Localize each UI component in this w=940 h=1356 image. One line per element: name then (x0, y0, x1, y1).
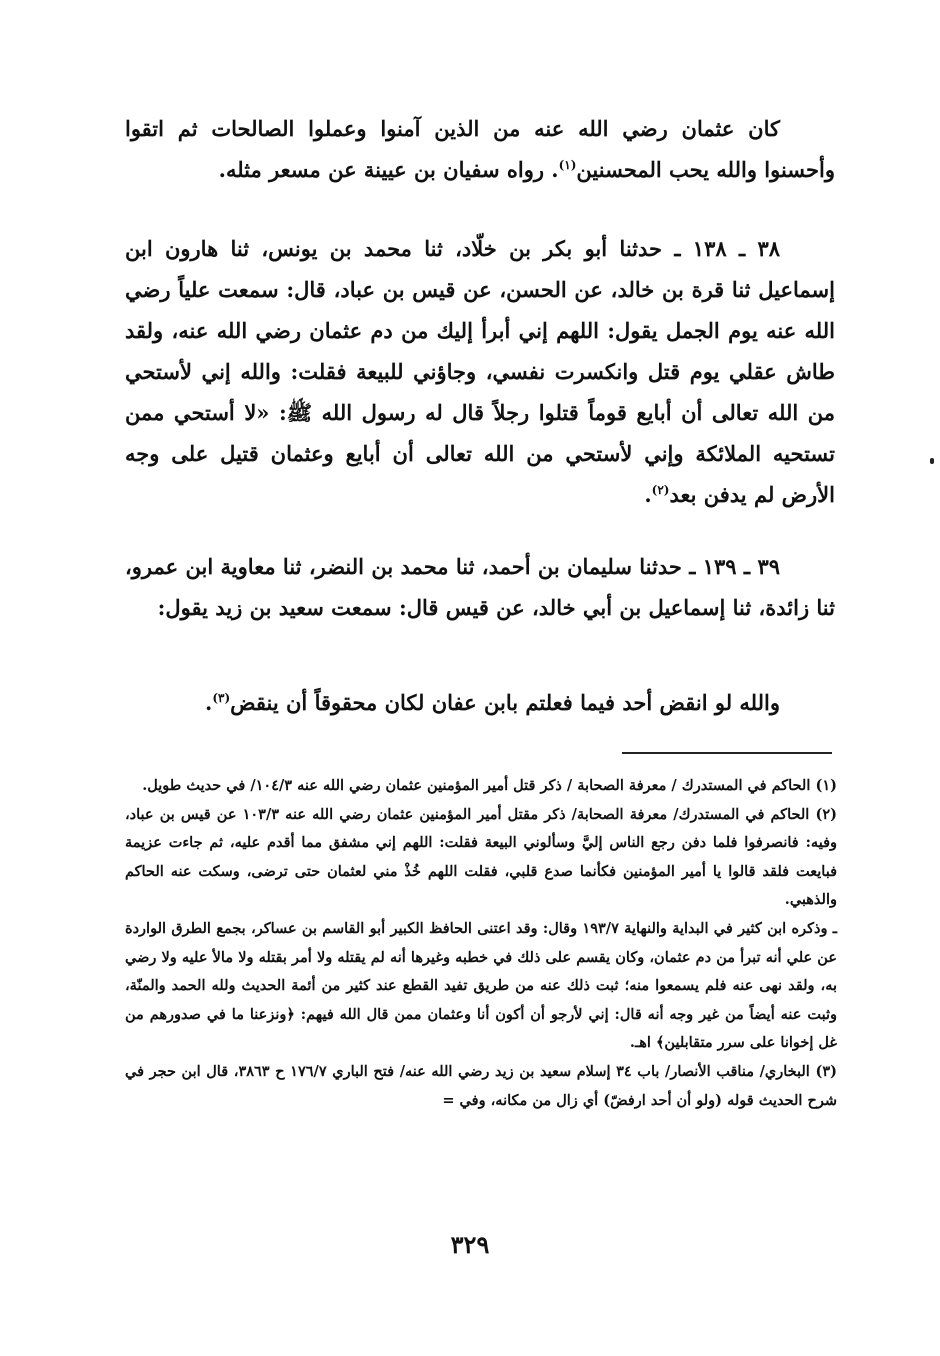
footnote-2-continuation: ـ وذكره ابن كثير في البداية والنهاية ١٩٣/٧ وقال: وقد اعتنى الحافظ الكبير أبو القاسم بن عساكر، بجمع الطرق الواردة عن علي أنه تبرأ من دم عثمان، وكان يقسم على ذلك في خطبه وغيرها أنه لم يقتله ولا أمر بقتله ولا مالأ عليه ولا رضي به، ولقد نهى عنه فلم يسمعوا منه؛ ثبت ذلك عنه من طريق تفيد القطع عند كثير من أئمة الحديث ولله الحمد والمنّة، وثبت عنه أيضاً من غير وجه أنه قال: إني لأرجو أن أكون أنا وعثمان ممن قال الله فيهم: ﴿ونزعنا ما في صدورهم من غل إخوانا على سرر متقابلين﴾ اهـ. (125, 919, 837, 1052)
footnote-ref-1: (١) (558, 158, 577, 172)
footnote-3-text: البخاري/ مناقب الأنصار/ باب ٣٤ إسلام سعيد بن زيد رضي الله عنه/ فتح الباري ١٧٦/٧ ح ٣٨٦٣، قال ابن حجر في شرح الحديث قوله (ولو أن أحد ارفضّ) أي زال من مكانه، وفي = (125, 1062, 837, 1109)
paragraph-2-text (125, 228, 835, 515)
footnote-separator (622, 752, 832, 754)
footnote-2-text: الحاكم في المستدرك/ معرفة الصحابة/ ذكر مقتل أمير المؤمنين عثمان رضي الله عنه ١٠٣/٣ عن قيس بن عباد، وفيه: فانصرفوا فلما دفن رجع الناس إليَّ وسألوني البيعة فقلت: اللهم إني مشفق مما أقدم عليه، ثم جاءت عزيمة فبايعت فلقد قالوا يا أمير المؤمنين فكأنما صدع قلبي، فقلت اللهم خُذْ مني لعثمان حتى ترضى، وسكت عنه الحاكم والذهبي. (125, 805, 838, 909)
paragraph-2-end: . (644, 482, 652, 507)
paragraph-4-end: . (205, 690, 213, 715)
paragraph-2-body: ٣٨ ـ ١٣٨ ـ حدثنا أبو بكر بن خلّاد، ثنا محمد بن يونس، ثنا هارون ابن إسماعيل ثنا قرة بن خالد، عن الحسن، عن قيس بن عباد، قال: سمعت علياً رضي الله عنه يوم الجمل يقول: اللهم إني أبرأ إليك من دم عثمان رضي الله عنه، ولقد طاش عقلي يوم قتل وانكسرت نفسي، وجاؤني للبيعة فقلت: والله إني لأستحي من الله تعالى أن أبايع قوماً قتلوا رجلاً قال له رسول الله ﷺ: «لا أستحي ممن تستحيه الملائكة وإني لأستحي من الله تعالى أن أبايع وعثمان قتيل على وجه الأرض لم يدفن بعد (125, 236, 835, 507)
footnote-ref-3: (٣) (212, 691, 231, 705)
paragraph-1-text (125, 108, 835, 190)
paragraph-hadith-139 (125, 546, 835, 628)
page-number: ٣٢٩ (450, 1230, 490, 1259)
paragraph-4-body: والله لو انقض أحد فيما فعلتم بابن عفان لكان محقوقاً أن ينقض (230, 690, 780, 715)
paragraph-quote (125, 682, 835, 723)
paragraph-1-end: . رواه سفيان بن عيينة عن مسعر مثله. (218, 157, 559, 182)
paragraph-1-body: كان عثمان رضي الله عنه من الذين آمنوا وعملوا الصالحات ثم اتقوا وأحسنوا والله يحب المحسنين (125, 116, 835, 182)
footnote-2-number: (٢) (815, 805, 837, 823)
footnotes (125, 772, 837, 1115)
footnote-1 (125, 772, 837, 801)
paragraph-hadith-138 (125, 228, 835, 515)
paragraph-3-text: ٣٩ ـ ١٣٩ ـ حدثنا سليمان بن أحمد، ثنا محمد بن النضر، ثنا معاوية ابن عمرو، ثنا زائدة، ثنا إسماعيل بن أبي خالد، عن قيس قال: سمعت سعيد بن زيد يقول: (125, 554, 835, 620)
paragraph-1 (125, 108, 835, 190)
scan-speck (930, 458, 934, 464)
footnote-3-number: (٣) (815, 1062, 837, 1080)
paragraph-4-text (125, 682, 835, 723)
footnote-3 (125, 1058, 837, 1115)
footnote-1-number: (١) (815, 777, 837, 794)
footnote-1-text: الحاكم في المستدرك / معرفة الصحابة / ذكر قتل أمير المؤمنين عثمان رضي الله عنه ١٠٤/٣/ في حديث طويل. (142, 777, 811, 794)
footnote-2 (125, 801, 837, 915)
footnote-ref-2: (٢) (651, 483, 670, 497)
